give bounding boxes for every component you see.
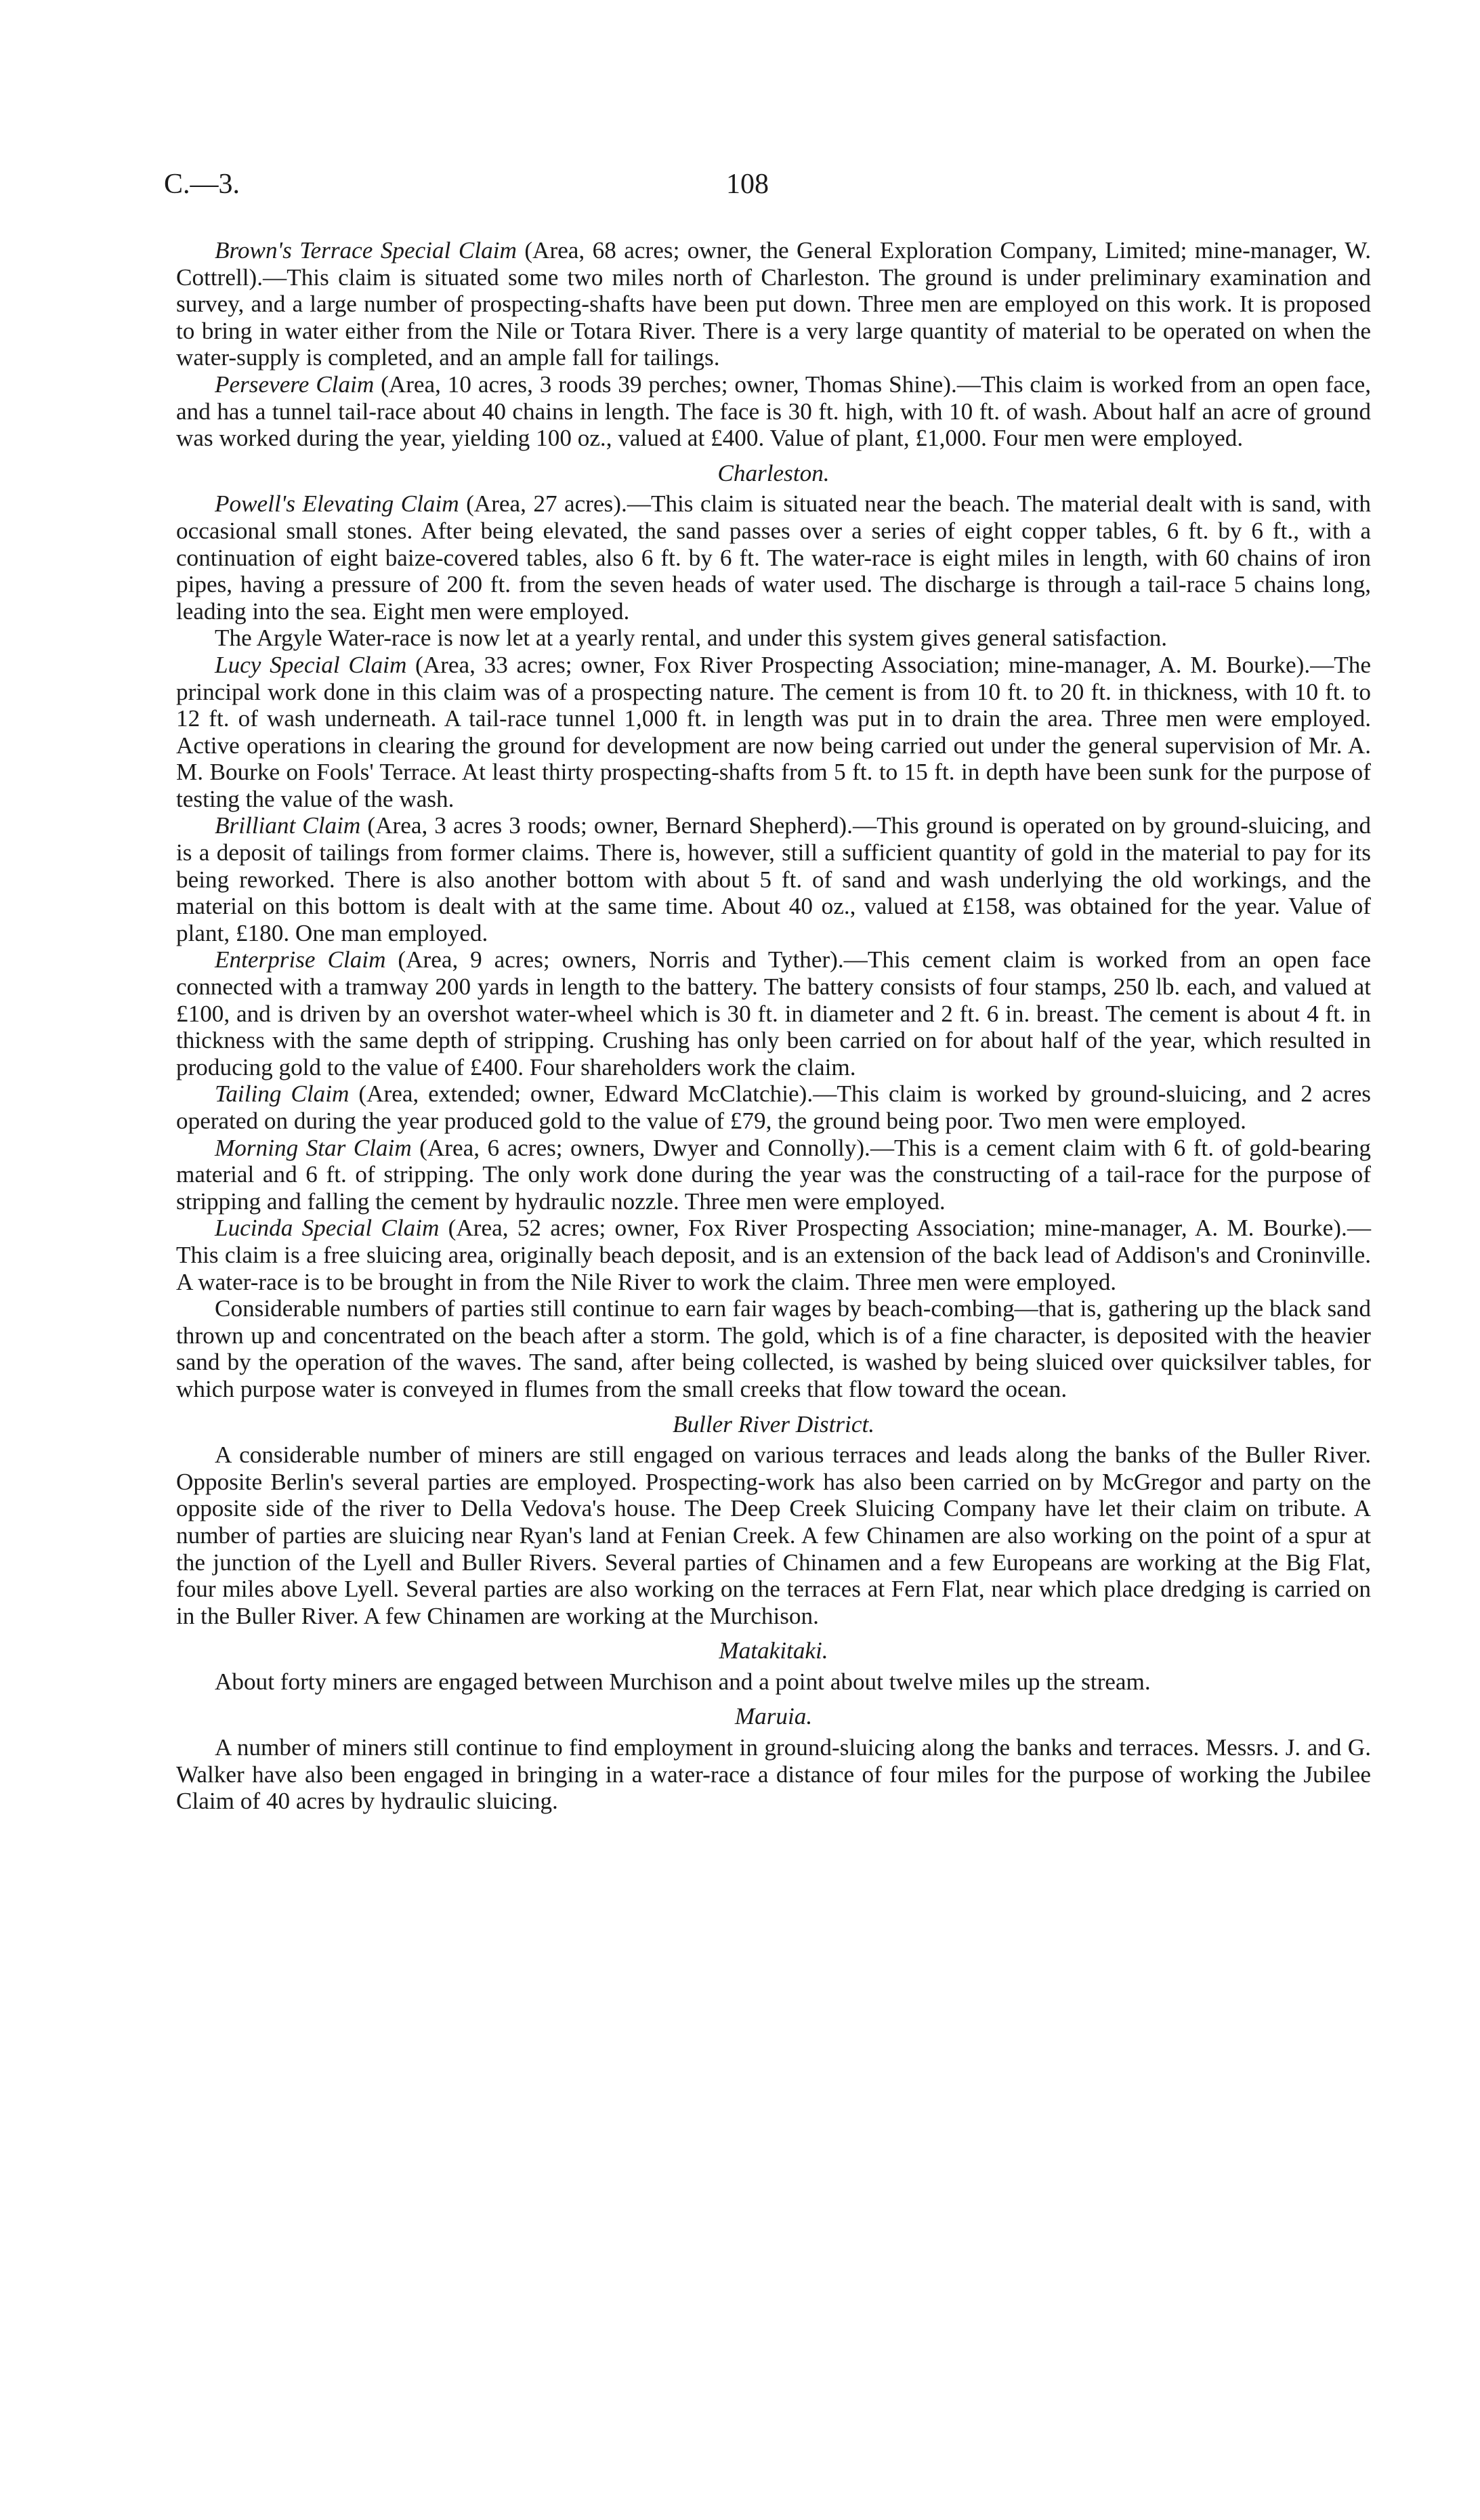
claim-text: (Area, 52 acres; owner, Fox River Prospecting Association; mine-manager, A. M. Bourke).—This claim is a free sluicing area, originally beach deposit, and is an extension of the back lead of Addison's and Croninville. A water-race is to be brought in from the Nile River to work the claim. Three men were employed. — [176, 1215, 1372, 1295]
paragraph-persevere — [176, 371, 1371, 452]
paragraph-browns-terrace — [176, 237, 1371, 371]
claim-title: Lucy Special Claim — [215, 651, 407, 678]
paragraph-matakitaki: About forty miners are engaged between Murchison and a point about twelve miles up the stream. — [215, 1668, 1151, 1695]
paragraph-enterprise — [176, 946, 1371, 1080]
claim-text: (Area, 6 acres; owners, Dwyer and Connolly).—This is a cement claim with 6 ft. of gold-bearing material and 6 ft. of stripping. The only work done during the year was the constructing of a tail-race for the purpose of stripping and falling the cement by hydraulic nozzle. Three men were employed. — [176, 1134, 1371, 1215]
section-heading-buller: Buller River District. — [672, 1410, 875, 1437]
page-number: 108 — [726, 169, 769, 200]
section-heading-matakitaki: Matakitaki. — [719, 1637, 828, 1664]
claim-title: Enterprise Claim — [215, 946, 386, 973]
claim-title: Brown's Terrace Special Claim — [215, 237, 517, 264]
claim-title: Tailing Claim — [215, 1080, 350, 1108]
claim-title: Lucinda Special Claim — [215, 1215, 440, 1242]
page-header — [164, 168, 1376, 209]
paragraph-maruia: A number of miners still continue to find employment in ground-sluicing along the banks and terraces. Messrs. J. and G. Walker have also been engaged in bringing in a water-race a distance of four miles for the purpose of working the Jubilee Claim of 40 acres by hydraulic sluicing. — [176, 1734, 1371, 1815]
claim-title: Morning Star Claim — [215, 1134, 412, 1161]
claim-text: (Area, 3 acres 3 roods; owner, Bernard Shepherd).—This ground is operated on by ground-sluicing, and is a deposit of tailings from former claims. There is, however, still a sufficient quantity of gold in the material to pay for its being reworked. There is also another bottom with about 5 ft. of sand and wash underlying the old workings, and the material on this bottom is dealt with at the same time. About 40 oz., valued at £158, was obtained for the year. Value of plant, £180. One man employed. — [176, 812, 1371, 946]
claim-text: (Area, extended; owner, Edward McClatchie).—This claim is worked by ground-sluicing, and 2 acres operated on during the year produced gold to the value of £79, the ground being poor. Two men were employed. — [176, 1080, 1372, 1134]
page-body — [176, 237, 1371, 1815]
claim-title: Brilliant Claim — [215, 812, 361, 839]
claim-text: (Area, 27 acres).—This claim is situated near the beach. The material dealt with is sand, with occasional small stones. After being elevated, the sand passes over a series of eight copper tables, 6 ft. by 6 ft., with a continuation of eight baize-covered tables, also 6 ft. by 6 ft. The water-race is eight miles in length, with 60 chains of iron pipes, having a pressure of 200 ft. from the seven heads of water used. The discharge is through a tail-race 5 chains long, leading into the sea. Eight men were employed. — [176, 490, 1371, 625]
paragraph-morning-star — [176, 1135, 1371, 1215]
paragraph-brilliant — [176, 812, 1371, 946]
paragraph-lucinda — [176, 1215, 1371, 1295]
claim-text: (Area, 68 acres; owner, the General Exploration Company, Limited; mine-manager, W. Cottrell).—This claim is situated some two miles north of Charleston. The ground is under preliminary examination and survey, and a large number of prospecting-shafts have been put down. Three men are employed on this work. It is proposed to bring in water either from the Nile or Totara River. There is a very large quantity of material to be operated on when the water-supply is completed, and an ample fall for tailings. — [176, 237, 1372, 371]
paragraph-tailing — [176, 1080, 1371, 1134]
claim-text: (Area, 10 acres, 3 roods 39 perches; owner, Thomas Shine).—This claim is worked from an open face, and has a tunnel tail-race about 40 chains in length. The face is 30 ft. high, with 10 ft. of wash. About half an acre of ground was worked during the year, yielding 100 oz., valued at £400. Value of plant, £1,000. Four men were employed. — [176, 371, 1371, 452]
paragraph-powells — [176, 490, 1371, 625]
document-reference: C.—3. — [164, 169, 240, 200]
claim-text: (Area, 9 acres; owners, Norris and Tyther).—This cement claim is worked from an open face connected with a tramway 200 yards in length to the battery. The battery consists of four stamps, 250 lb. each, and valued at £100, and is driven by an overshot water-wheel which is 30 ft. in diameter and 2 ft. 6 in. breast. The cement is about 4 ft. in thickness with the same depth of stripping. Crushing has only been carried on for about half of the year, which resulted in producing gold to the value of £400. Four shareholders work the claim. — [176, 946, 1371, 1080]
paragraph-buller: A considerable number of miners are still engaged on various terraces and leads along the banks of the Buller River. Opposite Berlin's several parties are employed. Prospecting-work has also been carried on by McGregor and party on the opposite side of the river to Della Vedova's house. The Deep Creek Sluicing Company have let their claim on tribute. A number of parties are sluicing near Ryan's land at Fenian Creek. A few Chinamen are also working on the point of a spur at the junction of the Lyell and Buller Rivers. Several parties of Chinamen and a few Europeans are working at the Big Flat, four miles above Lyell. Several parties are also working on the terraces at Fern Flat, near which place dredging is carried on in the Buller River. A few Chinamen are working at the Murchison. — [176, 1442, 1371, 1629]
claim-title: Powell's Elevating Claim — [215, 490, 459, 518]
claim-title: Persevere Claim — [215, 371, 375, 398]
paragraph-lucy — [176, 652, 1371, 813]
paragraph-argyle: The Argyle Water-race is now let at a yearly rental, and under this system gives general satisfaction. — [215, 625, 1168, 652]
claim-text: (Area, 33 acres; owner, Fox River Prospecting Association; mine-manager, A. M. Bourke).—The principal work done in this claim was of a prospecting nature. The cement is from 10 ft. to 20 ft. in thickness, with 10 ft. to 12 ft. of wash underneath. A tail-race tunnel 1,000 ft. in length was put in to drain the area. Three men were employed. Active operations in clearing the ground for development are now being carried out under the general supervision of Mr. A. M. Bourke on Fools' Terrace. At least thirty prospecting-shafts from 5 ft. to 15 ft. in depth have been sunk for the purpose of testing the value of the wash. — [176, 651, 1372, 812]
section-heading-maruia: Maruia. — [734, 1703, 813, 1730]
section-heading-charleston: Charleston. — [717, 459, 830, 486]
paragraph-beach-combing: Considerable numbers of parties still continue to earn fair wages by beach-combing—that is, gathering up the black sand thrown up and concentrated on the beach after a storm. The gold, which is of a fine character, is deposited with the heavier sand by the operation of the waves. The sand, after being collected, is washed by being sluiced over quicksilver tables, for which purpose water is conveyed in flumes from the small creeks that flow toward the ocean. — [176, 1295, 1371, 1402]
